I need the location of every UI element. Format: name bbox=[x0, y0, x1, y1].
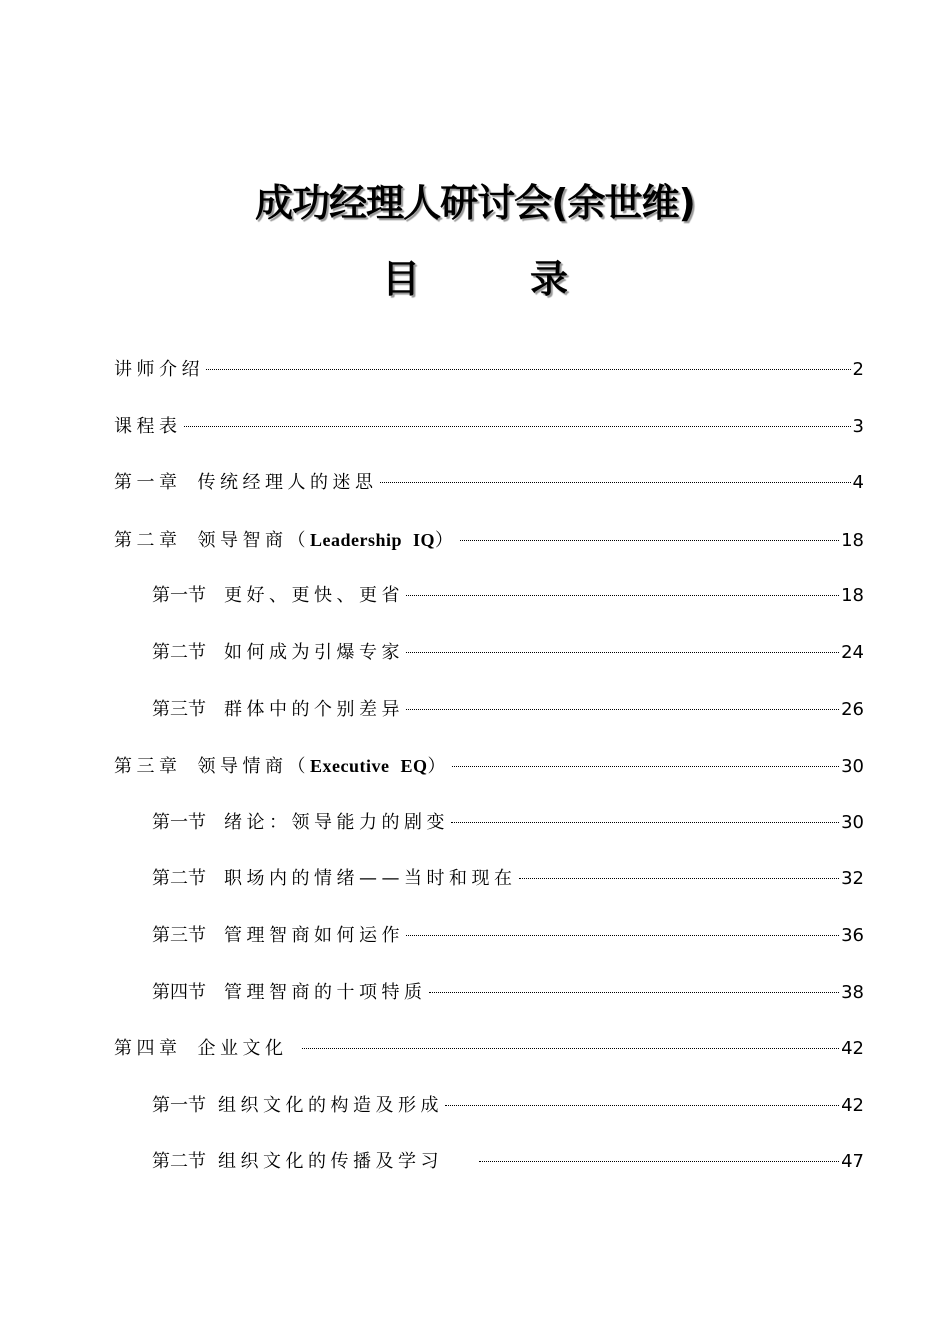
toc-page-number: 18 bbox=[841, 529, 864, 551]
toc-entry-chapter-2[interactable] bbox=[114, 518, 864, 575]
toc-entry-title-end: ） bbox=[435, 529, 458, 551]
toc-leader bbox=[302, 1048, 840, 1049]
toc-leader bbox=[452, 766, 839, 767]
toc-page-number: 38 bbox=[841, 981, 864, 1003]
toc-page-number: 42 bbox=[841, 1094, 864, 1116]
toc-entry-number: 第一节 bbox=[152, 585, 206, 607]
toc-entry-title: 群体中的个别差异 bbox=[224, 698, 404, 720]
toc-page-number: 36 bbox=[841, 924, 864, 946]
toc-page-number: 24 bbox=[841, 641, 864, 663]
toc-entry-instructor[interactable] bbox=[114, 348, 864, 405]
toc-page-number: 3 bbox=[852, 415, 864, 437]
toc-entry-title: 组织文化的传播及学习 bbox=[218, 1151, 443, 1173]
toc-page-number: 30 bbox=[841, 756, 864, 778]
toc-entry-label bbox=[152, 914, 404, 958]
toc-leader bbox=[206, 369, 851, 370]
toc-leader bbox=[184, 426, 851, 427]
toc-entry-chapter-4-section-2[interactable] bbox=[114, 1140, 864, 1197]
toc-entry-number: 第四章 bbox=[114, 1038, 182, 1060]
toc-entry-label bbox=[152, 1084, 443, 1128]
toc-entry-number: 第三章 bbox=[114, 756, 182, 778]
toc-entry-title: 企业文化 bbox=[197, 1038, 288, 1060]
toc-leader bbox=[479, 1161, 839, 1162]
toc-entry-number: 第四节 bbox=[152, 981, 206, 1003]
toc-entry-title-end: ） bbox=[427, 756, 450, 778]
toc-entry-english: Executive EQ bbox=[310, 756, 428, 777]
toc-entry-chapter-3-section-2[interactable] bbox=[114, 857, 864, 914]
toc-leader bbox=[460, 540, 840, 541]
toc-entry-label bbox=[152, 971, 427, 1015]
toc-entry-label bbox=[152, 1140, 443, 1184]
toc-entry-label bbox=[152, 688, 404, 732]
toc-page-number: 47 bbox=[841, 1151, 864, 1173]
toc-entry-title: 领导智商（ bbox=[197, 529, 310, 551]
toc-entry-number: 第二节 bbox=[152, 868, 206, 890]
toc-entry-title: 绪论：领导能力的剧变 bbox=[224, 811, 449, 833]
subtitle-char-mu: 目 bbox=[381, 257, 420, 301]
toc-entry-number: 第一章 bbox=[114, 472, 182, 494]
toc-entry-chapter-2-section-3[interactable] bbox=[114, 688, 864, 745]
toc-leader bbox=[406, 935, 839, 936]
toc-leader bbox=[406, 595, 839, 596]
toc-entry-chapter-3-section-1[interactable] bbox=[114, 801, 864, 858]
toc-entry-number: 第三节 bbox=[152, 924, 206, 946]
toc-leader bbox=[451, 822, 839, 823]
toc-entry-label: 讲师介绍 bbox=[114, 359, 204, 380]
toc-leader bbox=[429, 992, 840, 993]
toc-entry-label bbox=[114, 518, 458, 563]
toc-entry-label bbox=[114, 461, 378, 505]
table-of-contents bbox=[114, 348, 864, 1197]
toc-leader bbox=[519, 878, 840, 879]
toc-page-number: 2 bbox=[852, 359, 864, 380]
toc-entry-title: 管理智商如何运作 bbox=[224, 924, 404, 946]
toc-page-number: 18 bbox=[841, 585, 864, 607]
toc-entry-label bbox=[114, 1027, 288, 1071]
toc-leader bbox=[445, 1105, 839, 1106]
toc-page-number: 4 bbox=[852, 472, 864, 494]
toc-entry-number: 第二节 bbox=[152, 1151, 206, 1173]
page-subtitle bbox=[0, 248, 950, 303]
toc-entry-title: 如何成为引爆专家 bbox=[224, 641, 404, 663]
toc-entry-number: 第二章 bbox=[114, 529, 182, 551]
toc-leader bbox=[380, 482, 851, 483]
toc-entry-chapter-3-section-4[interactable] bbox=[114, 971, 864, 1028]
toc-leader bbox=[406, 709, 839, 710]
toc-entry-title: 更好、更快、更省 bbox=[224, 585, 404, 607]
toc-entry-title: 领导情商（ bbox=[197, 756, 310, 778]
toc-entry-chapter-2-section-1[interactable] bbox=[114, 574, 864, 631]
toc-entry-title: 组织文化的构造及形成 bbox=[218, 1094, 443, 1116]
subtitle-char-lu: 录 bbox=[530, 257, 569, 301]
toc-page-number: 26 bbox=[841, 698, 864, 720]
toc-leader bbox=[406, 652, 839, 653]
toc-entry-title: 传统经理人的迷思 bbox=[197, 472, 378, 494]
toc-entry-label bbox=[152, 631, 404, 675]
page-title: 成功经理人研讨会(余世维) bbox=[255, 181, 695, 225]
toc-entry-label: 课程表 bbox=[114, 415, 182, 437]
toc-entry-number: 第三节 bbox=[152, 698, 206, 720]
toc-entry-label bbox=[152, 801, 449, 845]
toc-entry-schedule[interactable] bbox=[114, 405, 864, 462]
toc-page-number: 30 bbox=[841, 811, 864, 833]
toc-entry-number: 第二节 bbox=[152, 641, 206, 663]
toc-entry-label bbox=[152, 574, 404, 618]
toc-entry-chapter-1[interactable] bbox=[114, 461, 864, 518]
toc-entry-title: 职场内的情绪——当时和现在 bbox=[224, 868, 517, 890]
toc-entry-label bbox=[114, 744, 450, 789]
toc-entry-chapter-3[interactable] bbox=[114, 744, 864, 801]
toc-entry-title: 管理智商的十项特质 bbox=[224, 981, 427, 1003]
toc-entry-english: Leadership IQ bbox=[310, 529, 436, 550]
toc-entry-chapter-3-section-3[interactable] bbox=[114, 914, 864, 971]
toc-entry-chapter-4-section-1[interactable] bbox=[114, 1084, 864, 1141]
toc-entry-chapter-2-section-2[interactable] bbox=[114, 631, 864, 688]
toc-entry-chapter-4[interactable] bbox=[114, 1027, 864, 1084]
toc-entry-label bbox=[152, 857, 517, 901]
toc-entry-number: 第一节 bbox=[152, 1094, 206, 1116]
toc-page-number: 42 bbox=[841, 1038, 864, 1060]
toc-entry-number: 第一节 bbox=[152, 811, 206, 833]
toc-page-number: 32 bbox=[841, 868, 864, 890]
